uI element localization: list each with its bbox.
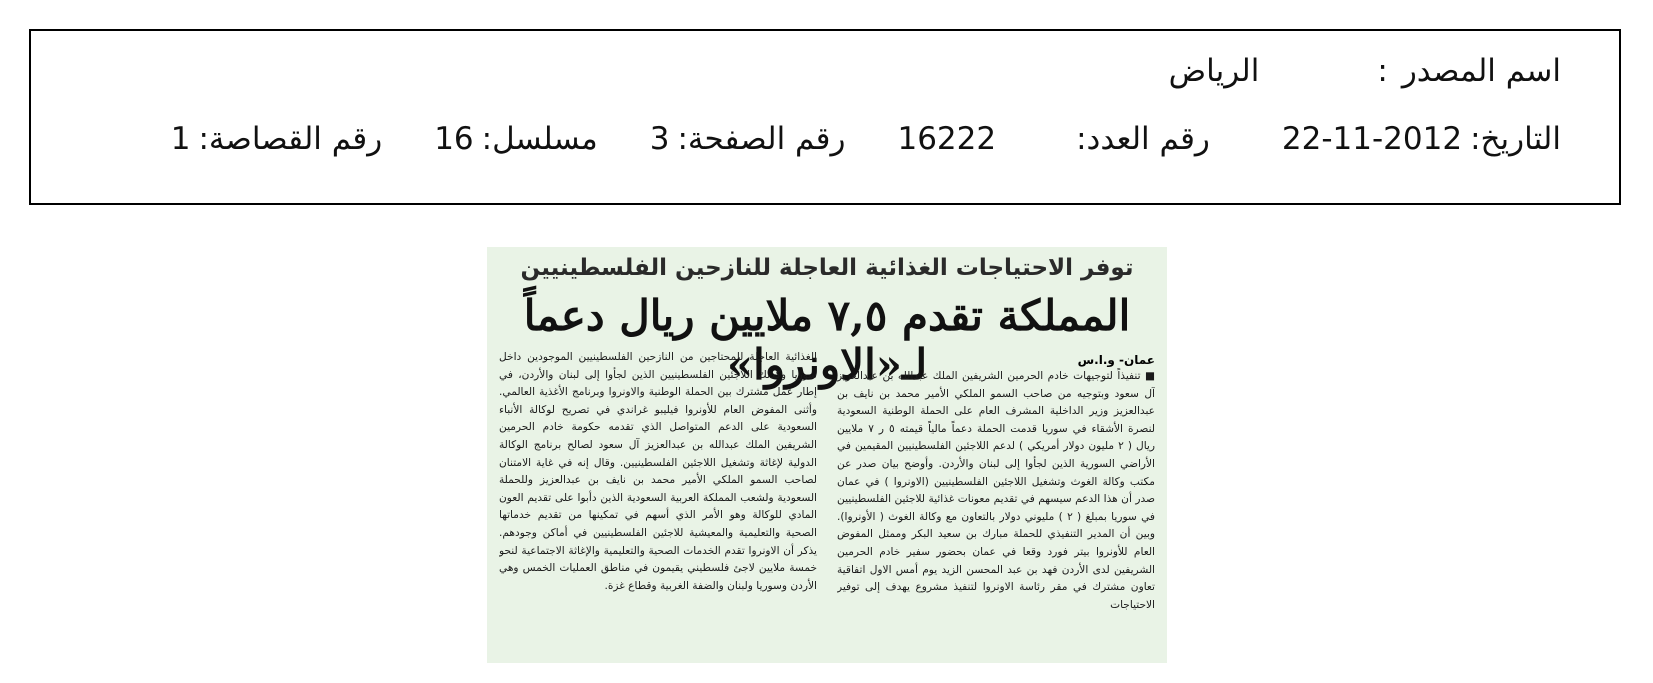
article-headline: المملكة تقدم ٧,٥ ملايين ريال دعماً لـ«الاونروا» — [523, 291, 1131, 389]
date-label: التاريخ: — [1470, 121, 1561, 157]
clipping-metadata-box — [29, 29, 1621, 205]
details-row — [171, 121, 1561, 157]
date-value: 22-11-2012 — [1281, 121, 1463, 157]
clip-number-label: رقم القصاصة: — [198, 121, 383, 157]
article-dateline: عمان- و.ا.س — [1077, 353, 1155, 367]
serial-label: مسلسل: — [481, 121, 598, 157]
issue-value: 16222 — [897, 121, 997, 157]
newspaper-clipping — [487, 247, 1167, 663]
source-colon: : — [1377, 53, 1388, 89]
page-label: رقم الصفحة: — [677, 121, 846, 157]
article-column-left: الغذائية العاجلة للمحتاجين من النازحين الفلسطينيين الموجودين داخل سوريا وكذلك اللاجئين الفلسطينيين الذين لجأوا إلى لبنان والأردن، في إطار عمل مشترك بين الحملة الوطنية والاونروا وبرنامج الأغذية العالمي. وأثنى المفوض العام للأونروا فيليبو غراندي في تصريح لوكالة الأنباء السعودية على الدعم المتواصل الذي تقدمه حكومة خادم الحرمين الشريفين الملك عبدالله بن عبدالعزيز آل سعود لصالح برنامج الوكالة الدولية لإغاثة وتشغيل اللاجئين الفلسطينيين. وقال إنه في غاية الامتنان لصاحب السمو الملكي الأمير محمد بن نايف بن عبدالعزيز وللحملة السعودية ولشعب المملكة العربية السعودية الذين دأبوا على تقديم العون المادي للوكالة وهو الأمر الذي أسهم في تمكينها من تقديم خدماتها الصحية والتعليمية والمعيشية للاجئين الفلسطينيين في أماكن وجودهم. يذكر أن الاونروا تقدم الخدمات الصحية والتعليمية والإغاثة الاجتماعية لنحو خمسة ملايين لاجئ فلسطيني يقيمون في مناطق العمليات الخمس وهي الأردن وسوريا ولبنان والضفة الغربية وقطاع غزة. — [499, 351, 817, 592]
article-column-right: ■ تنفيذاً لتوجيهات خادم الحرمين الشريفين الملك عبدالله بن عبدالعزيز آل سعود وبتوجيه من صاحب السمو الملكي الأمير محمد بن نايف بن عبدالعزيز وزير الداخلية المشرف العام على الحملة الوطنية السعودية لنصرة الأشقاء في سوريا قدمت الحملة دعماً مالياً قيمته ٥ ر ٧ ملايين ريال ( ٢ مليون دولار أمريكي ) لدعم اللاجئين الفلسطينيين المقيمين في الأراضي السورية الذين لجأوا إلى لبنان والأردن. وأوضح بيان صدر عن مكتب وكالة الغوث وتشغيل اللاجئين الفلسطينيين (الاونروا ) في عمان صدر أن هذا الدعم سيسهم في تقديم معونات غذائية للاجئين الفلسطينيين في سوريا بمبلغ ( ٢ ) مليوني دولار بالتعاون مع وكالة الغوث ( الأونروا). وبين أن المدير التنفيذي للحملة مبارك بن سعيد البكر وممثل المفوض العام للأونروا بيتر فورد وقعا في عمان بحضور سفير خادم الحرمين الشريفين لدى الأردن فهد بن عبد المحسن الزيد يوم أمس الاول اتفاقية تعاون مشترك في مقر رئاسة الاونروا لتنفيذ مشروع يهدف إلى توفير الاحتياجات — [837, 370, 1155, 611]
source-row — [1169, 53, 1561, 89]
page-value: 3 — [649, 121, 670, 157]
serial-value: 16 — [434, 121, 474, 157]
article-kicker: توفر الاحتياجات الغذائية العاجلة للنازحين الفلسطينيين — [520, 255, 1134, 281]
issue-label: رقم العدد: — [1076, 121, 1210, 157]
source-value: الرياض — [1168, 53, 1260, 89]
clip-number-value: 1 — [170, 121, 191, 157]
source-label: اسم المصدر — [1401, 53, 1561, 89]
